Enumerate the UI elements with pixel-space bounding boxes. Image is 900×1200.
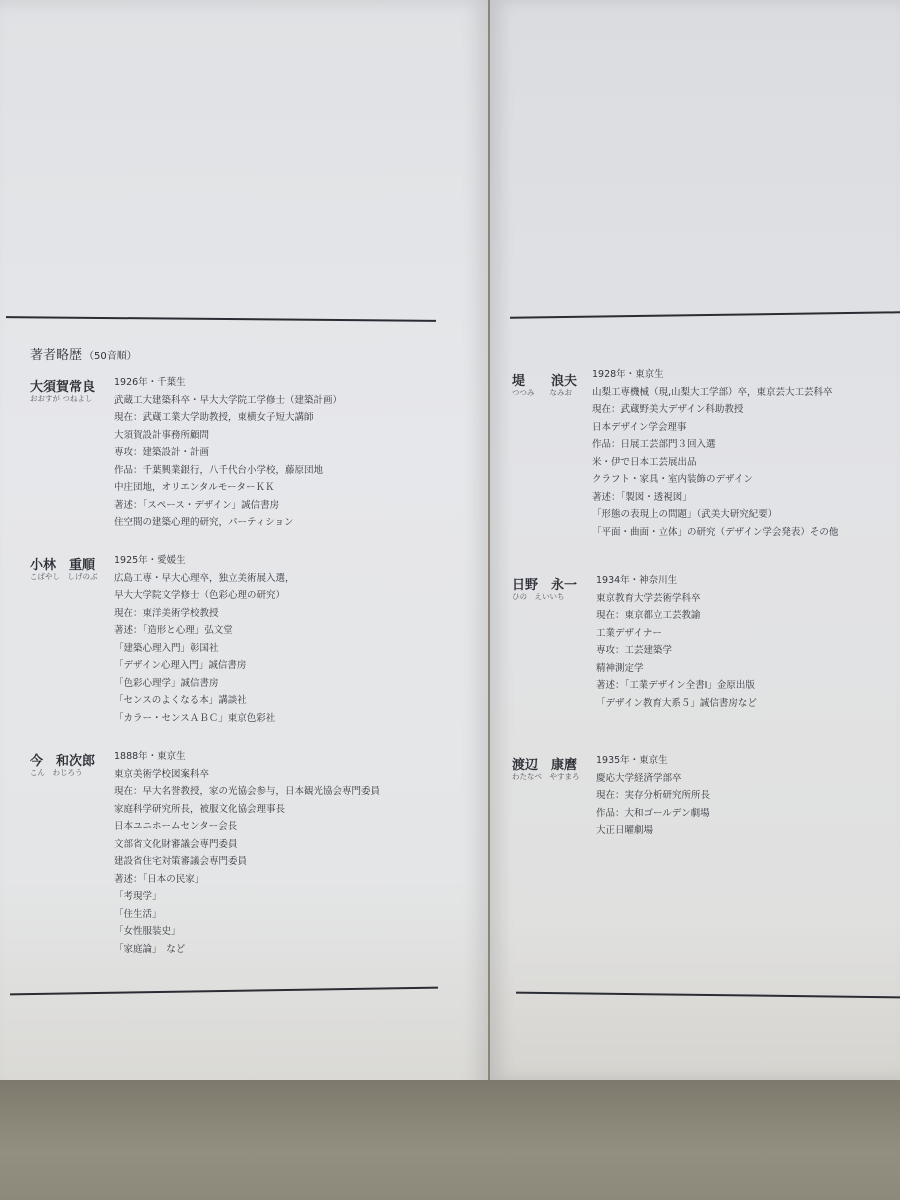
author-reading: つつみ なみお — [512, 388, 572, 397]
bio-line: 「センスのよくなる本」講談社 — [114, 695, 247, 706]
author-entry — [512, 574, 900, 724]
bio-line: 「建築心理入門」彰国社 — [114, 642, 219, 654]
bio-line: 大正日曜劇場 — [596, 825, 654, 836]
bio-line: 現在：早大名誉教授，家の光協会参与，日本観光協会専門委員 — [114, 786, 381, 797]
bio-line: 慶応大学経済学部卒 — [596, 772, 682, 784]
bio-line: 1888年・東京生 — [114, 751, 186, 762]
bio-line: 中庄団地，オリエンタルモーターＫＫ — [114, 482, 275, 493]
bio-line: 現在：武蔵野美大デザイン科助教授 — [592, 404, 744, 415]
author-bio — [114, 374, 342, 532]
author-reading: こばやし しげのぶ — [30, 572, 98, 581]
bio-line: 「平面・曲面・立体」の研究（デザイン学会発表）その他 — [592, 526, 839, 538]
bio-line: 日本ユニホームセンター会長 — [114, 821, 238, 832]
bio-line: 1928年・東京生 — [592, 369, 664, 380]
bio-line: クラフト・家具・室内装飾のデザイン — [592, 474, 753, 485]
bio-line: 現在：武蔵工業大学助教授，東横女子短大講師 — [114, 412, 314, 423]
author-entry — [512, 370, 900, 550]
author-reading: おおすが つねよし — [30, 394, 93, 403]
author-name: 今 和次郎 — [30, 754, 96, 769]
author-name: 日野 永一 — [512, 578, 578, 593]
top-rule — [6, 316, 436, 322]
bio-line: 精神測定学 — [596, 662, 644, 674]
bio-line: 「色彩心理学」誠信書房 — [114, 677, 219, 689]
bio-line: 家庭科学研究所長，被服文化協会理事長 — [114, 803, 286, 815]
top-rule — [510, 311, 900, 318]
author-name: 渡辺 康麿 — [512, 758, 578, 773]
bio-line: 1925年・愛媛生 — [114, 555, 186, 566]
author-bio — [114, 552, 295, 727]
bio-line: 作品：日展工芸部門３回入選 — [592, 439, 716, 450]
bio-line: 武蔵工大建築科卒・早大大学院工学修士（建築計画） — [114, 394, 343, 406]
section-subtitle: （50音順） — [84, 351, 137, 362]
bio-line: 現在：東洋美術学校教授 — [114, 607, 219, 619]
bio-line: 工業デザイナー — [596, 627, 662, 639]
bio-line: 東京教育大学芸術学科卒 — [596, 592, 701, 604]
bio-line: 東京美術学校図案科卒 — [114, 768, 210, 780]
author-reading: わたなべ やすまろ — [512, 772, 580, 781]
author-name: 小林 重順 — [30, 558, 96, 573]
bio-line: 「カラー・センスＡＢＣ」東京色彩社 — [114, 712, 276, 724]
bio-line: 作品：大和ゴールデン劇場 — [596, 807, 710, 819]
left-page — [0, 0, 488, 1098]
bio-line: 住空間の建築心理的研究，パーティション — [114, 517, 294, 528]
bio-line: 著述：「製図・透視図」 — [592, 491, 692, 503]
author-reading: こん わじろう — [30, 768, 83, 777]
bio-line: 建設省住宅対策審議会専門委員 — [114, 856, 248, 867]
bio-line: 1935年・東京生 — [596, 755, 668, 766]
bio-line: 早大大学院文学修士（色彩心理の研究） — [114, 590, 286, 601]
bio-line: 専攻：建築設計・計画 — [114, 447, 210, 458]
bio-line: 1934年・神奈川生 — [596, 575, 678, 586]
author-bio — [592, 366, 838, 541]
bio-line: 大須賀設計事務所顧問 — [114, 429, 210, 441]
bio-line: 「デザイン教育大系５」誠信書房など — [596, 697, 757, 709]
author-bio — [114, 748, 380, 958]
bio-line: 「考現学」 — [114, 891, 162, 902]
author-entry — [30, 554, 480, 734]
bio-line: 「家庭論」 など — [114, 943, 186, 955]
author-entry — [512, 754, 900, 854]
author-bio — [596, 752, 710, 840]
bio-line: 「デザイン心理入門」誠信書房 — [114, 660, 247, 671]
bio-line: 1926年・千葉生 — [114, 377, 186, 388]
bio-line: 現在：東京都立工芸教諭 — [596, 610, 701, 621]
section-title — [30, 344, 137, 363]
bio-line: 山梨工専機械（現,山梨大工学部）卒，東京芸大工芸科卒 — [592, 386, 833, 398]
author-reading: ひの えいいち — [512, 592, 565, 601]
bio-line: 「住生活」 — [114, 908, 162, 920]
bio-line: 日本デザイン学会理事 — [592, 421, 687, 433]
section-title-text: 著者略歴 — [30, 348, 83, 363]
bio-line: 米・伊で日本工芸展出品 — [592, 456, 697, 468]
bottom-rule — [10, 987, 438, 996]
bio-line: 作品：千葉興業銀行，八千代台小学校，藤原団地 — [114, 464, 324, 476]
author-entry — [30, 376, 480, 536]
bio-line: 広島工専・早大心理卒，独立美術展入選， — [114, 572, 295, 584]
right-page — [490, 0, 900, 1080]
bio-line: 現在：実存分析研究所所長 — [596, 790, 711, 801]
bio-line: 著述：「工業デザイン全書Ⅰ」金原出版 — [596, 680, 755, 691]
bio-line: 専攻：工芸建築学 — [596, 645, 673, 656]
desk-surface — [0, 1080, 900, 1200]
author-bio — [596, 572, 757, 712]
bottom-rule — [516, 992, 900, 999]
author-name: 大須賀常良 — [30, 380, 96, 395]
bio-line: 著述：「日本の民家」 — [114, 873, 205, 885]
bio-line: 著述：「スペース・デザイン」誠信書房 — [114, 499, 280, 511]
bio-line: 文部省文化財審議会専門委員 — [114, 838, 238, 850]
author-entry — [30, 750, 480, 970]
author-name: 堤 浪夫 — [512, 374, 578, 389]
bio-line: 「形態の表現上の問題」（武美大研究紀要） — [592, 509, 778, 520]
bio-line: 著述：「造形と心理」弘文堂 — [114, 625, 233, 636]
bio-line: 「女性服装史」 — [114, 926, 181, 937]
